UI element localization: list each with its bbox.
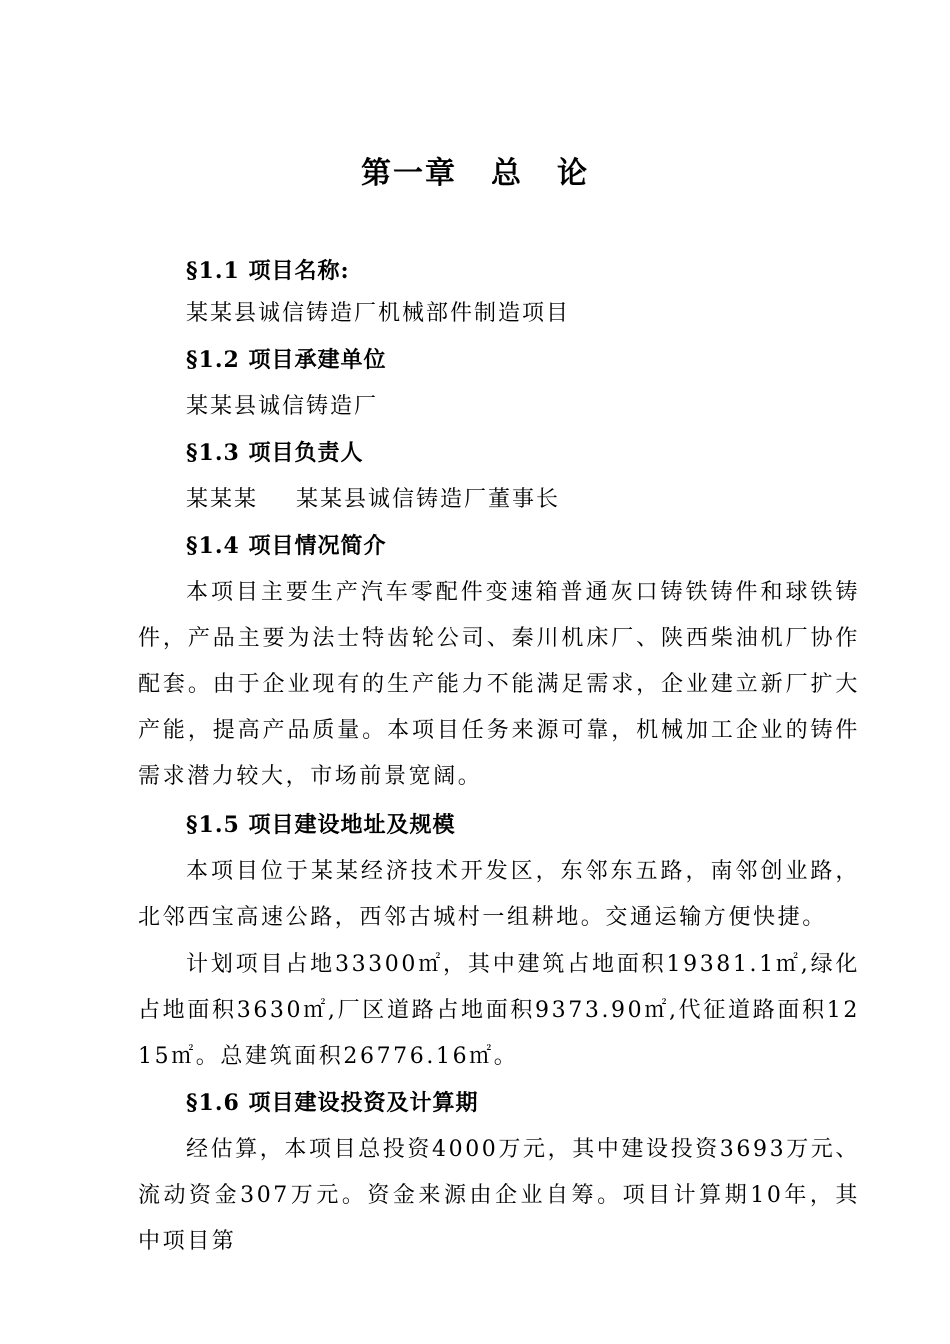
section-heading-1-1: §1.1 项目名称: [186,258,350,284]
leader-name: 某某某 [186,487,259,512]
construction-unit: 某某县诚信铸造厂 [186,394,379,419]
scale-paragraph: 计划项目占地33300㎡，其中建筑占地面积19381.1㎡,绿化占地面积3630㎡,厂区道路占地面积9373.90㎡,代征道路面积1215㎡。总建筑面积26776.16㎡。 [138,952,860,1069]
project-leader [186,485,560,515]
section-heading-1-2: §1.2 项目承建单位 [186,347,387,373]
project-name: 某某县诚信铸造厂机械部件制造项目 [186,301,571,326]
chapter-title-char-1: 总 [491,156,523,191]
chapter-title [0,150,950,198]
section-heading-1-5: §1.5 项目建设地址及规模 [186,812,456,838]
section-heading-1-6: §1.6 项目建设投资及计算期 [186,1090,479,1116]
location-paragraph: 本项目位于某某经济技术开发区，东邻东五路，南邻创业路，北邻西宝高速公路，西邻古城村一组耕地。交通运输方便快捷。 [138,859,860,930]
project-overview-paragraph: 本项目主要生产汽车零配件变速箱普通灰口铸铁铸件和球铁铸件，产品主要为法士特齿轮公司、秦川机床厂、陕西柴油机厂协作配套。由于企业现有的生产能力不能满足需求，企业建立新厂扩大产能，提高产品质量。本项目任务来源可靠，机械加工企业的铸件需求潜力较大，市场前景宽阔。 [138,580,860,789]
chapter-title-char-2: 论 [557,156,589,191]
section-heading-1-4: §1.4 项目情况简介 [186,533,387,559]
chapter-number: 第一章 [361,156,457,191]
leader-title: 某某县诚信铸造厂董事长 [296,487,561,512]
investment-paragraph: 经估算，本项目总投资4000万元，其中建设投资3693万元、流动资金307万元。资金来源由企业自筹。项目计算期10年，其中项目第 [138,1137,860,1254]
section-heading-1-3: §1.3 项目负责人 [186,440,364,466]
